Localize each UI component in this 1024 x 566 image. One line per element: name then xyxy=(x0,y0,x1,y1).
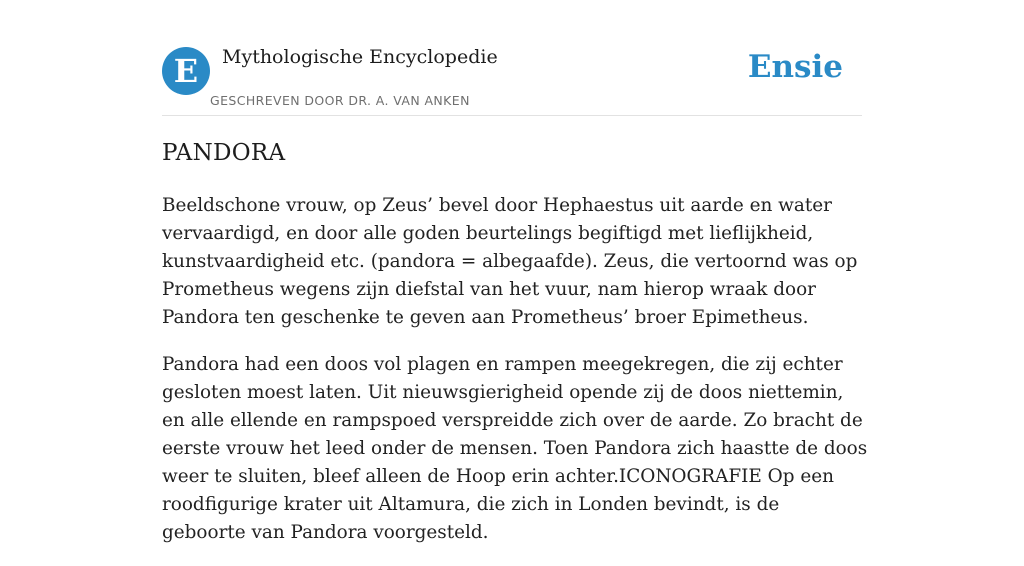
book-title[interactable]: Mythologische Encyclopedie xyxy=(222,46,498,68)
author-line: GESCHREVEN DOOR DR. A. VAN ANKEN xyxy=(210,93,470,108)
entry-title: PANDORA xyxy=(162,140,286,166)
entry-body xyxy=(162,192,868,566)
entry-paragraph: Beeldschone vrouw, op Zeus’ bevel door Hephaestus uit aarde en water vervaardigd, en door alle goden beurtelings begiftigd met lieflijkheid, kunstvaardigheid etc. (pandora = albegaafde). Zeus, die vertoornd was op Prometheus wegens zijn diefstal van het vuur, nam hierop wraak door Pandora ten geschenke te geven aan Prometheus’ broer Epimetheus. xyxy=(162,195,858,328)
brand-logo[interactable]: Ensie xyxy=(747,49,843,85)
header xyxy=(162,46,862,116)
entry-paragraph: Pandora had een doos vol plagen en rampen meegekregen, die zij echter gesloten moest laten. Uit nieuwsgierigheid opende zij de doos niettemin, en alle ellende en rampspoed verspreidde zich over de aarde. Zo bracht de eerste vrouw het leed onder de mensen. Toen Pandora zich haastte de doos weer te sluiten, bleef alleen de Hoop erin achter.ICONOGRAFIE Op een roodfigurige krater uit Altamura, die zich in Londen bevindt, is de geboorte van Pandora voorgesteld. xyxy=(162,354,868,543)
book-logo[interactable]: E xyxy=(162,47,210,95)
